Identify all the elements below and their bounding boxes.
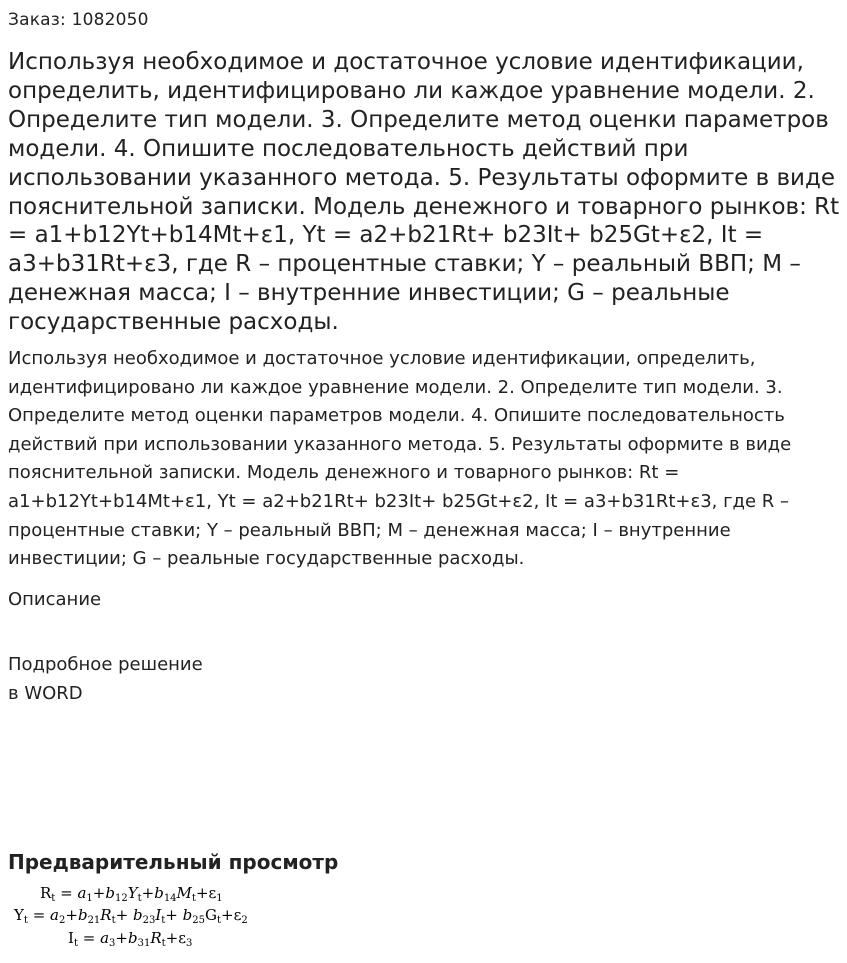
task-title: Используя необходимое и достаточное условие идентификации, определить, идентифицировано ли каждое уравнение модели. 2. Определите тип модели. 3. Определите метод оценки параметров модели. 4. Опишите последовательность действий при использовании указанного метода. 5. Результаты оформите в виде пояснительной записки. Модель денежного и товарного рынков: Rt = a1+b12Yt+b14Mt+ε1, Yt = a2+b21Rt+ b23It+ b25Gt+ε2, It = a3+b31Rt+ε3, где R – процентные ставки; Y – реальный ВВП; M – денежная масса; I – внутренние инвестиции; G – реальные государственные расходы. [8, 49, 840, 336]
preview-equation-3: $I_t = a_3+b_{31}R_t+\varepsilon_3$ [68, 929, 193, 949]
preview-heading: Предварительный просмотр [8, 850, 339, 874]
solution-info [8, 650, 203, 708]
preview-equation-2: $Y_t = a_2+b_{21}R_t+ b_{23}I_t+ b_{25}G_t+\varepsilon_2$ [14, 906, 248, 926]
description-label: Описание [8, 589, 102, 610]
preview-equation-1: $R_t = a_1+b_{12}Y_t+b_{14}M_t+\varepsilon_1$ [40, 884, 223, 904]
task-description: Используя необходимое и достаточное условие идентификации, определить, идентифицировано ли каждое уравнение модели. 2. Определите тип модели. 3. Определите метод оценки параметров модели. 4. Опишите последовательность действий при использовании указанного метода. 5. Результаты оформите в виде пояснительной записки. Модель денежного и товарного рынков: Rt = a1+b12Yt+b14Mt+ε1, Yt = a2+b21Rt+ b23It+ b25Gt+ε2, It = a3+b31Rt+ε3, где R – процентные ставки; Y – реальный ВВП; M – денежная масса; I – внутренние инвестиции; G – реальные государственные расходы. [8, 348, 792, 570]
solution-line-2: в WORD [8, 683, 83, 704]
order-number: Заказ: 1082050 [8, 10, 149, 30]
preview-image [8, 880, 268, 958]
solution-line-1: Подробное решение [8, 654, 203, 675]
